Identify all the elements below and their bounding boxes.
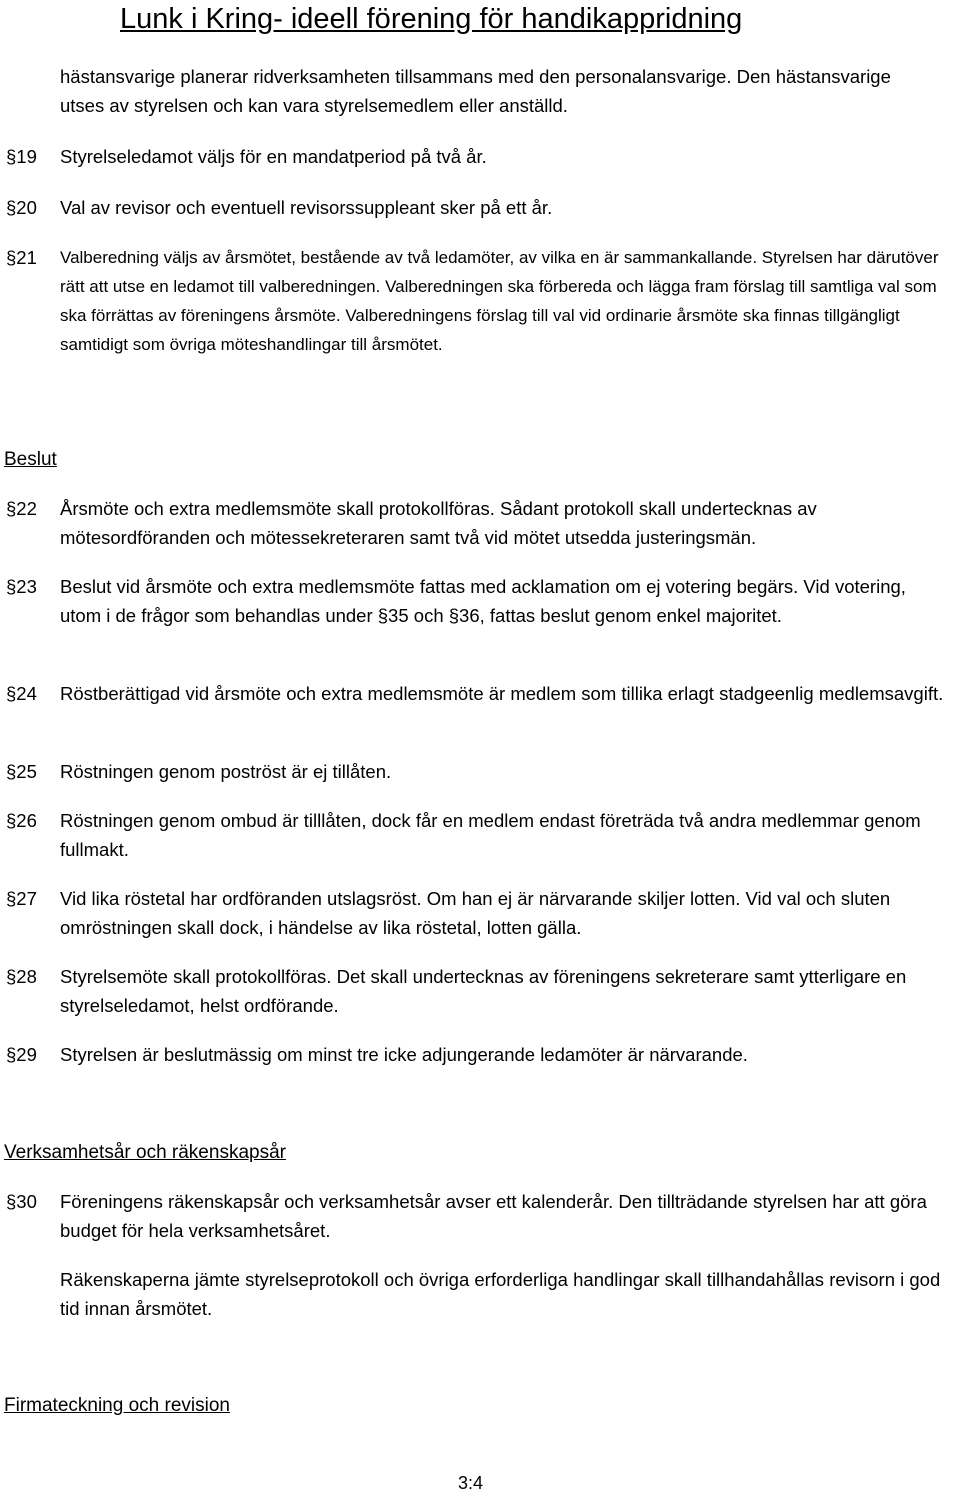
paragraph-number: §24 xyxy=(6,683,37,704)
intro-paragraph: hästansvarige planerar ridverksamheten tillsammans med den personalansvarige. Den hästansvarige utses av styrelsen och kan vara styrelsemedlem eller anställd. xyxy=(60,66,891,116)
page-number: 3:4 xyxy=(458,1473,484,1493)
paragraph-number: §21 xyxy=(6,247,37,268)
paragraph-text: Styrelsen är beslutmässig om minst tre icke adjungerande ledamöter är närvarande. xyxy=(60,1044,748,1065)
paragraph-number: §19 xyxy=(6,146,37,167)
paragraph-text: Styrelseledamot väljs för en mandatperiod på två år. xyxy=(60,146,487,167)
paragraph-text: Räkenskaperna jämte styrelseprotokoll och övriga erforderliga handlingar skall tillhandahållas revisorn i god tid innan årsmötet. xyxy=(60,1269,941,1319)
paragraph-text: Röstberättigad vid årsmöte och extra medlemsmöte är medlem som tillika erlagt stadgeenlig medlemsavgift. xyxy=(60,683,944,704)
page-title: Lunk i Kring- ideell förening för handikappridning xyxy=(120,3,743,35)
paragraph-number: §28 xyxy=(6,966,37,987)
paragraph-number: §27 xyxy=(6,888,37,909)
paragraph-number: §22 xyxy=(6,498,37,519)
paragraph-text: Vid lika röstetal har ordföranden utslagsröst. Om han ej är närvarande skiljer lotten. Vid val och sluten omröstningen skall dock, i händelse av lika röstetal, lotten gälla. xyxy=(60,888,891,938)
section-heading-verksamhetsar: Verksamhetsår och räkenskapsår xyxy=(4,1142,286,1163)
section-heading-firmateckning: Firmateckning och revision xyxy=(4,1395,230,1416)
paragraph-text: Val av revisor och eventuell revisorssuppleant sker på ett år. xyxy=(60,197,553,218)
paragraph-text: Röstningen genom ombud är tilllåten, dock får en medlem endast företräda två andra medlemmar genom fullmakt. xyxy=(60,810,921,860)
paragraph-text: Valberedning väljs av årsmötet, bestående av två ledamöter, av vilka en är sammankallande. Styrelsen har därutöver rätt att utse en ledamot till valberedningen. Valberedningen ska förbereda och lägga fram förslag till samtliga val som ska förrättas av föreningens årsmöte. Valberedningens förslag till val vid ordinarie årsmöte ska finnas tillgängligt samtidigt som övriga möteshandlingar till årsmötet. xyxy=(60,248,939,354)
paragraph-number: §20 xyxy=(6,197,37,218)
paragraph-text: Beslut vid årsmöte och extra medlemsmöte fattas med acklamation om ej votering begärs. Vid votering, utom i de frågor som behandlas under §35 och §36, fattas beslut genom enkel majoritet. xyxy=(60,576,906,626)
paragraph-number: §30 xyxy=(6,1191,37,1212)
paragraph-text: Röstningen genom poströst är ej tillåten. xyxy=(60,761,392,782)
paragraph-number: §29 xyxy=(6,1044,37,1065)
paragraph-number: §26 xyxy=(6,810,37,831)
paragraph-text: Föreningens räkenskapsår och verksamhetsår avser ett kalenderår. Den tillträdande styrelsen har att göra budget för hela verksamhetsåret. xyxy=(60,1191,927,1241)
section-heading-beslut: Beslut xyxy=(4,449,57,470)
paragraph-text: Styrelsemöte skall protokollföras. Det skall undertecknas av föreningens sekreterare samt ytterligare en styrelseledamot, helst ordförande. xyxy=(60,966,907,1016)
paragraph-number: §25 xyxy=(6,761,37,782)
paragraph-number: §23 xyxy=(6,576,37,597)
paragraph-text: Årsmöte och extra medlemsmöte skall protokollföras. Sådant protokoll skall undertecknas av mötesordföranden och mötessekreteraren samt två vid mötet utsedda justeringsmän. xyxy=(60,498,817,548)
